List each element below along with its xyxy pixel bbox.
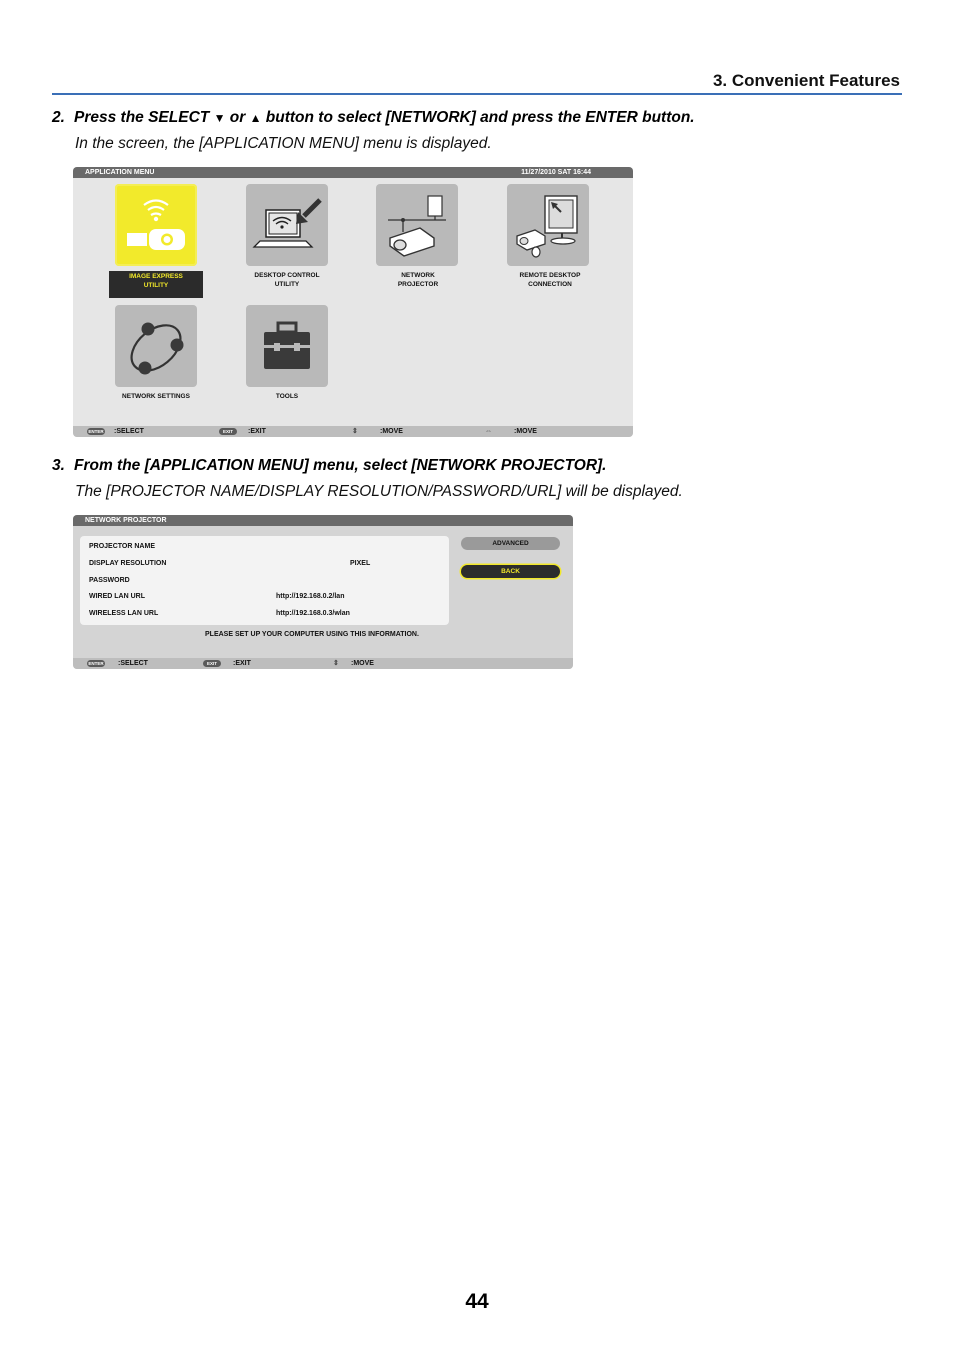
network-projector-icon xyxy=(376,184,458,266)
tile-label-remote-desktop: REMOTE DESKTOP CONNECTION xyxy=(519,272,581,288)
step-number: 3. xyxy=(52,457,65,474)
step-text-b: or xyxy=(225,109,250,126)
footer-exit: :EXIT xyxy=(233,660,251,667)
menu-footer xyxy=(73,426,633,437)
tile-network-settings[interactable] xyxy=(115,305,197,387)
application-menu-screen xyxy=(73,167,633,437)
tile-label-image-express: IMAGE EXPRESS UTILITY xyxy=(109,271,203,298)
np-row-value: http://192.168.0.3/wlan xyxy=(276,610,350,617)
network-projector-screen xyxy=(73,515,573,669)
tile-label-network-projector: NETWORK PROJECTOR xyxy=(397,272,439,288)
wireless-projector-icon xyxy=(115,184,197,266)
menu-titlebar xyxy=(73,167,633,178)
enter-key-icon: ENTER xyxy=(88,661,104,666)
menu-title: APPLICATION MENU xyxy=(85,169,155,176)
down-arrow-icon: ▼ xyxy=(213,111,226,125)
tile-remote-desktop-connection[interactable] xyxy=(507,184,589,266)
step-text: From the [APPLICATION MENU] menu, select [NETWORK PROJECTOR]. xyxy=(74,457,607,474)
exit-key-icon: EXIT xyxy=(203,660,221,667)
np-row-label: WIRED LAN URL xyxy=(89,593,145,600)
tile-label-network-settings: NETWORK SETTINGS xyxy=(122,393,190,400)
tile-image-express-utility[interactable] xyxy=(115,184,197,266)
np-row-value: http://192.168.0.2/lan xyxy=(276,593,345,600)
np-row-value: PIXEL xyxy=(350,560,371,567)
np-row-label: DISPLAY RESOLUTION xyxy=(89,560,167,567)
step-3-subtext: The [PROJECTOR NAME/DISPLAY RESOLUTION/PASSWORD/URL] will be displayed. xyxy=(75,483,683,500)
footer-move: :MOVE xyxy=(351,660,374,667)
np-footer xyxy=(73,658,573,669)
section-title: 3. Convenient Features xyxy=(712,71,900,90)
exit-key-icon: EXIT xyxy=(219,428,237,435)
tile-network-projector[interactable] xyxy=(376,184,458,266)
tile-label-desktop-control: DESKTOP CONTROL UTILITY xyxy=(254,272,320,288)
np-row-label: PASSWORD xyxy=(89,577,130,584)
up-arrow-icon: ▲ xyxy=(249,111,262,125)
tile-tools[interactable] xyxy=(246,305,328,387)
tile-desktop-control-utility[interactable] xyxy=(246,184,328,266)
np-row-label: PROJECTOR NAME xyxy=(89,543,155,550)
np-info-panel xyxy=(80,536,449,625)
tile-label-tools: TOOLS xyxy=(275,393,299,400)
back-button[interactable]: BACK xyxy=(461,565,560,578)
toolbox-icon xyxy=(246,305,328,387)
np-titlebar xyxy=(73,515,573,526)
footer-select: :SELECT xyxy=(118,660,148,667)
step-3-instruction xyxy=(52,457,607,475)
remote-desktop-icon xyxy=(507,184,589,266)
step-2-instruction xyxy=(52,109,695,127)
footer-move-2: :MOVE xyxy=(514,428,537,435)
up-down-arrow-icon: ⇕ xyxy=(352,428,358,435)
footer-exit: :EXIT xyxy=(248,428,266,435)
footer-select: :SELECT xyxy=(114,428,144,435)
step-number: 2. xyxy=(52,109,65,126)
laptop-arrow-icon xyxy=(246,184,328,266)
step-text-a: Press the SELECT xyxy=(74,109,210,126)
footer-move-1: :MOVE xyxy=(380,428,403,435)
title-rule xyxy=(52,93,902,95)
left-right-arrow-icon: ⇔ xyxy=(485,428,492,435)
step-2-subtext: In the screen, the [APPLICATION MENU] menu is displayed. xyxy=(75,135,492,152)
np-message: PLEASE SET UP YOUR COMPUTER USING THIS INFORMATION. xyxy=(205,631,419,638)
up-down-arrow-icon: ⇕ xyxy=(333,660,339,667)
menu-datetime: 11/27/2010 SAT 16:44 xyxy=(521,169,591,176)
np-row-label: WIRELESS LAN URL xyxy=(89,610,159,617)
advanced-button[interactable]: ADVANCED xyxy=(461,537,560,550)
enter-key-icon: ENTER xyxy=(88,429,104,434)
page-number: 44 xyxy=(465,1290,489,1313)
np-title: NETWORK PROJECTOR xyxy=(85,517,167,524)
network-nodes-icon xyxy=(115,305,197,387)
step-text-c: button to select [NETWORK] and press the ENTER button. xyxy=(261,109,695,126)
